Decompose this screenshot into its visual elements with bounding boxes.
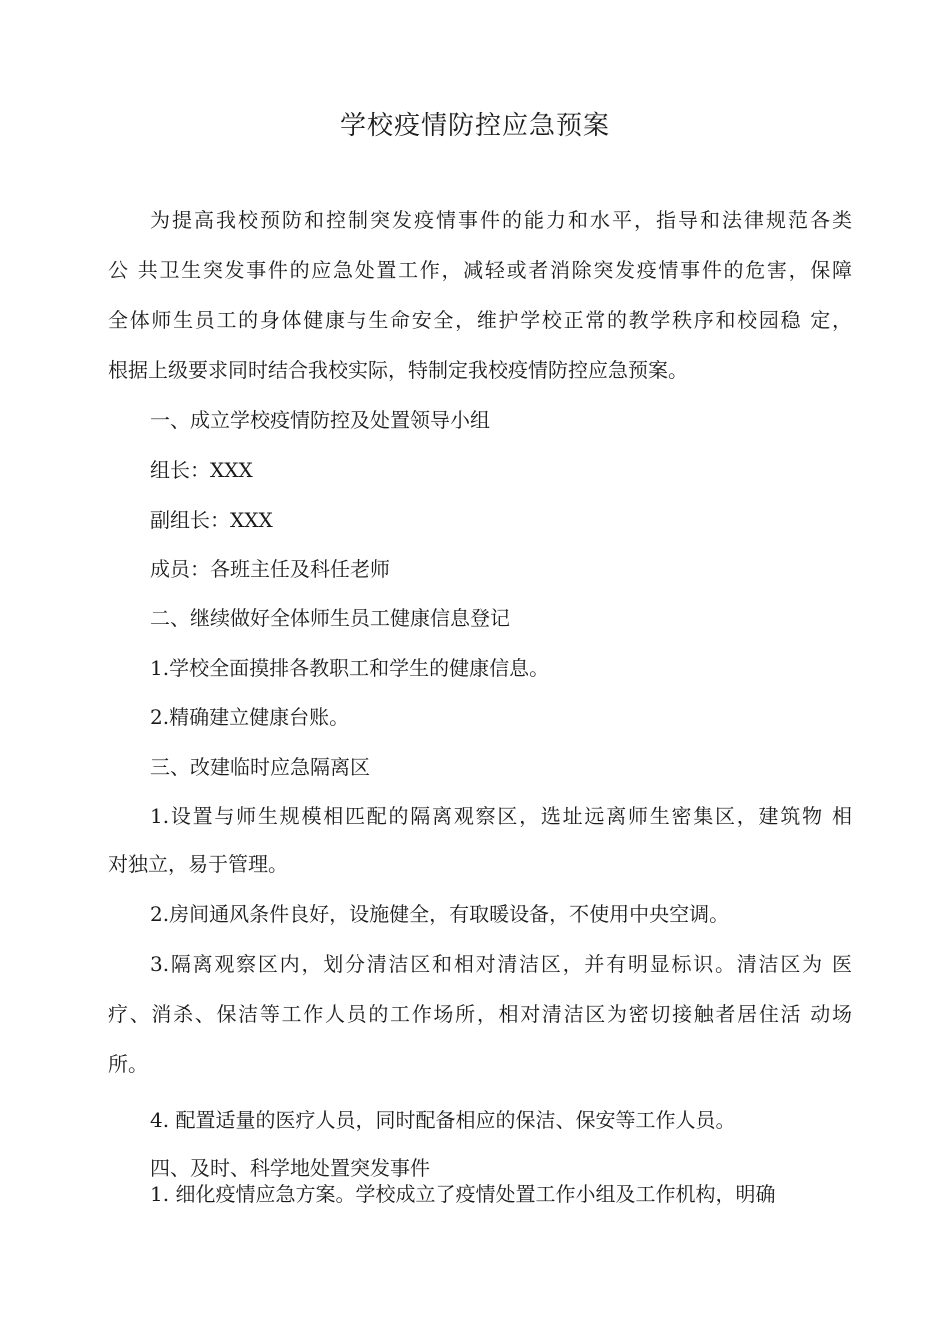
section-heading: 二、继续做好全体师生员工健康信息登记: [150, 606, 510, 630]
list-item: 2.房间通风条件良好，设施健全，有取暖设备，不使用中央空调。: [150, 902, 730, 926]
list-item: 4. 配置适量的医疗人员，同时配备相应的保洁、保安等工作人员。: [150, 1108, 736, 1132]
paragraph-line: 成员：各班主任及科任老师: [150, 557, 390, 581]
section-heading: 三、改建临时应急隔离区: [150, 755, 370, 779]
list-item: 2.精确建立健康台账。: [150, 705, 350, 729]
list-item: 3.隔离观察区内，划分清洁区和相对清洁区，并有明显标识。清洁区为 医: [150, 952, 852, 976]
section-heading: 一、成立学校疫情防控及处置领导小组: [150, 408, 490, 432]
paragraph-line: 全体师生员工的身体健康与生命安全，维护学校正常的教学秩序和校园稳 定，: [108, 308, 852, 332]
list-item: 1.学校全面摸排各教职工和学生的健康信息。: [150, 656, 550, 680]
paragraph-line: 副组长：XXX: [150, 508, 273, 532]
paragraph-line: 根据上级要求同时结合我校实际，特制定我校疫情防控应急预案。: [108, 358, 688, 382]
list-item-continuation: 疗、消杀、保洁等工作人员的工作场所，相对清洁区为密切接触者居住活 动场: [108, 1002, 852, 1026]
document-title: 学校疫情防控应急预案: [339, 111, 610, 141]
list-item-continuation: 对独立，易于管理。: [108, 852, 288, 876]
section-heading: 四、及时、科学地处置突发事件: [150, 1156, 430, 1180]
paragraph-line: 为提高我校预防和控制突发疫情事件的能力和水平，指导和法律规范各类: [150, 208, 852, 232]
list-item-continuation: 所。: [108, 1052, 148, 1076]
list-item: 1. 细化疫情应急方案。学校成立了疫情处置工作小组及工作机构，明确: [150, 1182, 776, 1206]
paragraph-line: 公 共卫生突发事件的应急处置工作，减轻或者消除突发疫情事件的危害，保障: [108, 258, 852, 282]
list-item: 1.设置与师生规模相匹配的隔离观察区，选址远离师生密集区，建筑物 相: [150, 804, 852, 828]
paragraph-line: 组长：XXX: [150, 458, 253, 482]
